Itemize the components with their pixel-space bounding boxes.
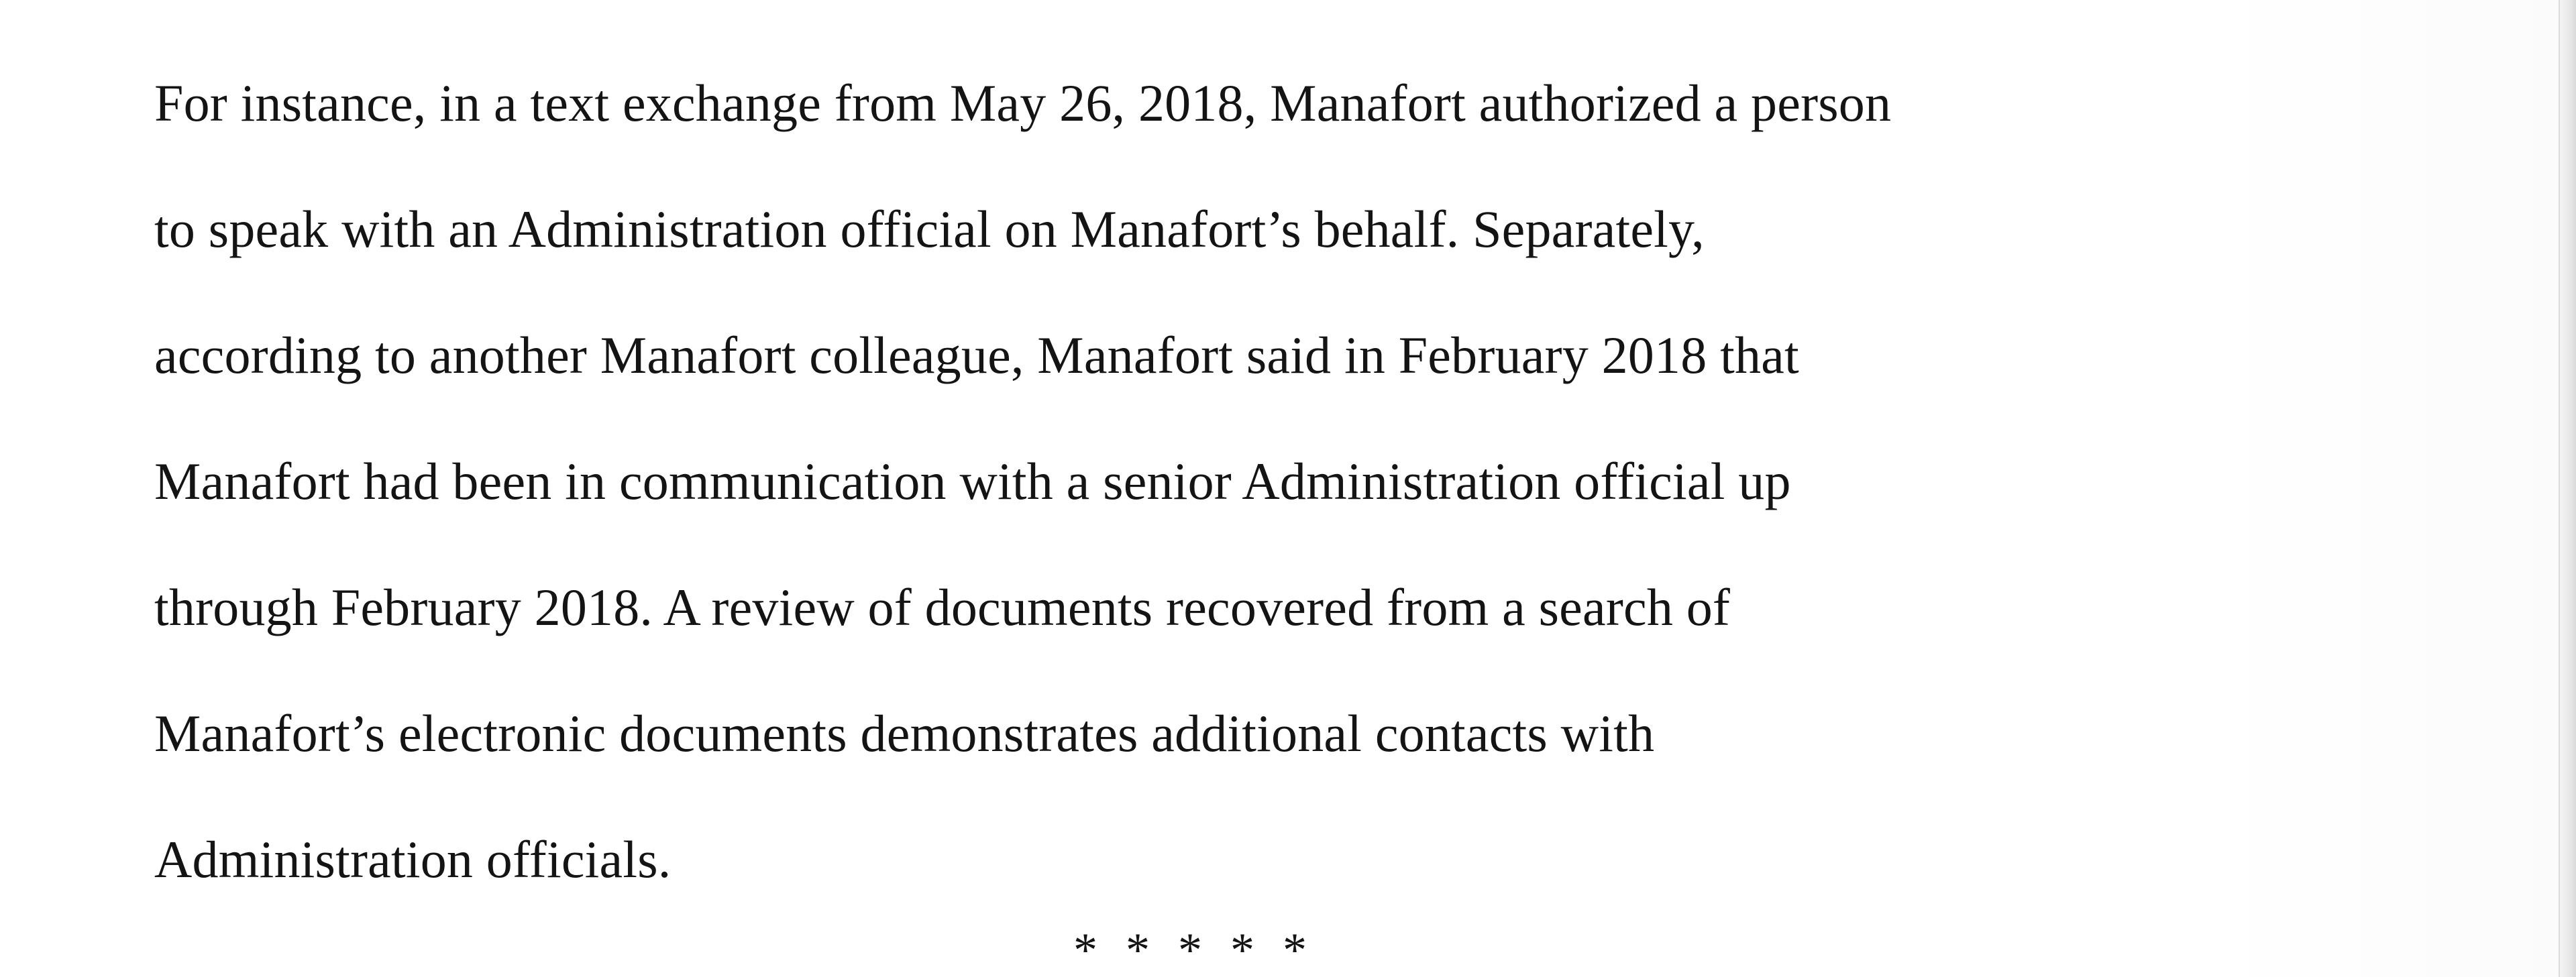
paragraph-line-2: to speak with an Administration official on Manafort’s behalf. Separately,	[154, 200, 1705, 258]
paragraph-line-4: Manafort had been in communication with a senior Administration official up	[154, 452, 1791, 510]
document-paragraph	[154, 40, 2381, 923]
paragraph-line-6: Manafort’s electronic documents demonstrates additional contacts with	[154, 704, 1655, 762]
paragraph-line-7: Administration officials.	[154, 830, 672, 888]
section-separator: * * * * *	[1073, 923, 1315, 977]
paragraph-line-3: according to another Manafort colleague, Manafort said in February 2018 that	[154, 326, 1799, 384]
paragraph-line-5: through February 2018. A review of documents recovered from a search of	[154, 578, 1731, 636]
paragraph-line-1: For instance, in a text exchange from May 26, 2018, Manafort authorized a person	[154, 74, 1892, 132]
vertical-scrollbar[interactable]	[2559, 0, 2576, 977]
